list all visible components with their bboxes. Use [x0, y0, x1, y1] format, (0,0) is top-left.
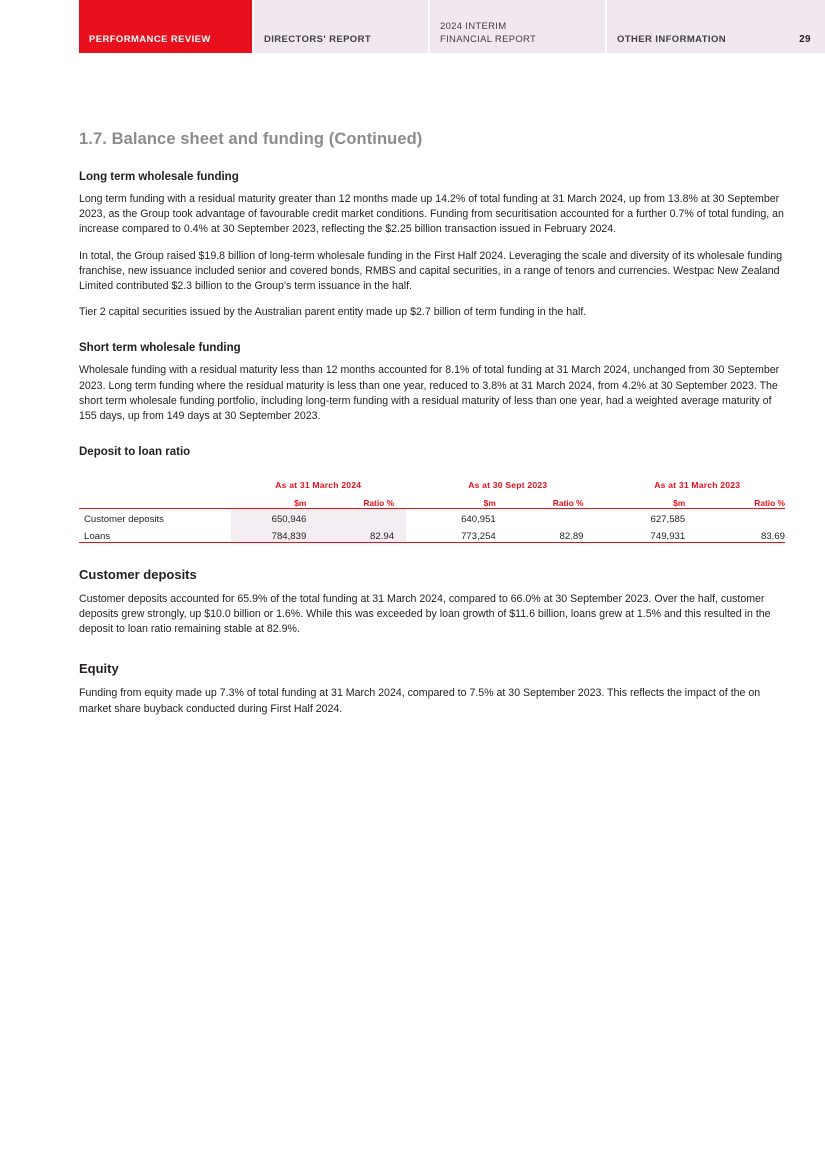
column-group-header: As at 31 March 2024 — [275, 480, 362, 491]
page-content — [79, 130, 787, 717]
heading-long-term-wholesale-funding: Long term wholesale funding — [79, 171, 239, 183]
cell-value: 773,254 — [420, 525, 508, 542]
cell-value: 640,951 — [420, 508, 508, 525]
cell-value: 83.69 — [697, 525, 785, 542]
table-gap-cell — [596, 525, 610, 542]
column-header-dollars-m: $m — [673, 497, 686, 508]
table-gap-cell — [406, 525, 420, 542]
cell-value — [318, 508, 406, 525]
cell-value: 784,839 — [231, 525, 319, 542]
table-corner-cell — [79, 470, 231, 490]
heading-short-term-wholesale-funding: Short term wholesale funding — [79, 342, 241, 355]
row-label: Customer deposits — [79, 508, 231, 525]
cell-value: 627,585 — [609, 508, 697, 525]
tab-performance-review[interactable] — [79, 0, 252, 53]
table-row — [79, 508, 785, 525]
deposit-to-loan-table-wrapper — [79, 470, 785, 543]
table-gap-cell — [596, 490, 610, 508]
column-header-ratio-pct: Ratio % — [552, 497, 584, 508]
heading-deposit-to-loan-ratio: Deposit to loan ratio — [79, 446, 191, 459]
table-row — [79, 525, 785, 542]
paragraph: Customer deposits accounted for 65.9% of the total funding at 31 March 2024, compared to 66.0% at 30 September 2023. Over the half, customer deposits grew strongly, up $10.0 billion or 1.6%. While this was exceeded by loan growth of $11.6 billion, loans grew at 1.5% and this resulted in the deposit to loan ratio remaining stable at 82.9%. — [79, 592, 771, 636]
table-gap-cell — [596, 470, 610, 490]
tab-directors-report[interactable] — [252, 0, 428, 53]
page-title: 1.7. Balance sheet and funding (Continued) — [79, 130, 423, 148]
table-gap-cell — [596, 508, 610, 525]
cell-value — [508, 508, 596, 525]
column-group-header: As at 30 Sept 2023 — [468, 480, 548, 491]
column-header-dollars-m: $m — [294, 497, 307, 508]
paragraph: Tier 2 capital securities issued by the Australian parent entity made up $2.7 billion of term funding in the half. — [79, 306, 587, 319]
tab-interim-financial-report[interactable] — [428, 0, 605, 53]
column-group-header: As at 31 March 2023 — [654, 480, 741, 491]
column-header-dollars-m: $m — [483, 497, 496, 508]
paragraph: Funding from equity made up 7.3% of total funding at 31 March 2024, compared to 7.5% at 30 September 2023. This reflects the impact of the on market share buyback conducted during First Half 2024. — [79, 687, 761, 715]
tab-label-line2: FINANCIAL REPORT — [440, 34, 537, 45]
cell-value: 82.89 — [508, 525, 596, 542]
table-gap-cell — [406, 508, 420, 525]
page-number: 29 — [799, 34, 811, 45]
paragraph: Long term funding with a residual maturity greater than 12 months made up 14.2% of total funding at 31 March 2024, up from 13.8% at 30 September 2023, as the Group took advantage of favourable credit market conditions. Funding from securitisation accounted for a further 0.7% of total funding, an increase compared to 0.4% at 30 September 2023, reflecting the $2.25 billion transaction issued in February 2024. — [79, 193, 784, 236]
cell-value: 650,946 — [231, 508, 319, 525]
tab-label: OTHER INFORMATION — [617, 34, 727, 45]
deposit-to-loan-table — [79, 470, 785, 543]
paragraph: Wholesale funding with a residual maturity less than 12 months accounted for 8.1% of total funding at 31 March 2024, unchanged from 30 September 2023. Long term funding where the residual maturity is less than one year, reduced to 3.8% at 31 March 2024, from 4.2% at 30 September 2023. The short term wholesale funding portfolio, including long-term funding with a residual maturity of less than one year, had a weighted average maturity of 155 days, up from 149 days at 30 September 2023. — [79, 364, 780, 423]
cell-value: 749,931 — [609, 525, 697, 542]
row-label: Loans — [79, 525, 231, 542]
table-gap-cell — [406, 490, 420, 508]
cell-value: 82.94 — [318, 525, 406, 542]
column-header-ratio-pct: Ratio % — [754, 497, 785, 508]
table-gap-cell — [406, 470, 420, 490]
column-header-ratio-pct: Ratio % — [363, 497, 395, 508]
table-corner-cell — [79, 490, 231, 508]
cell-value — [697, 508, 785, 525]
table-group-header-row — [79, 470, 785, 490]
heading-customer-deposits: Customer deposits — [79, 566, 197, 582]
tab-other-information[interactable] — [605, 0, 825, 53]
heading-equity: Equity — [79, 661, 119, 677]
tab-label: DIRECTORS' REPORT — [264, 34, 372, 45]
tab-label-line1: 2024 INTERIM — [440, 21, 507, 32]
header-tab-strip — [79, 0, 825, 53]
table-unit-header-row — [79, 490, 785, 508]
paragraph: In total, the Group raised $19.8 billion of long-term wholesale funding in the First Half 2024. Leveraging the scale and diversity of its wholesale funding franchise, new issuance included senior and covered bonds, RMBS and capital securities, in a range of tenors and currencies. Westpac New Zealand Limited contributed $2.3 billion to the Group's term issuance in the half. — [79, 249, 783, 293]
tab-label: PERFORMANCE REVIEW — [89, 34, 211, 45]
